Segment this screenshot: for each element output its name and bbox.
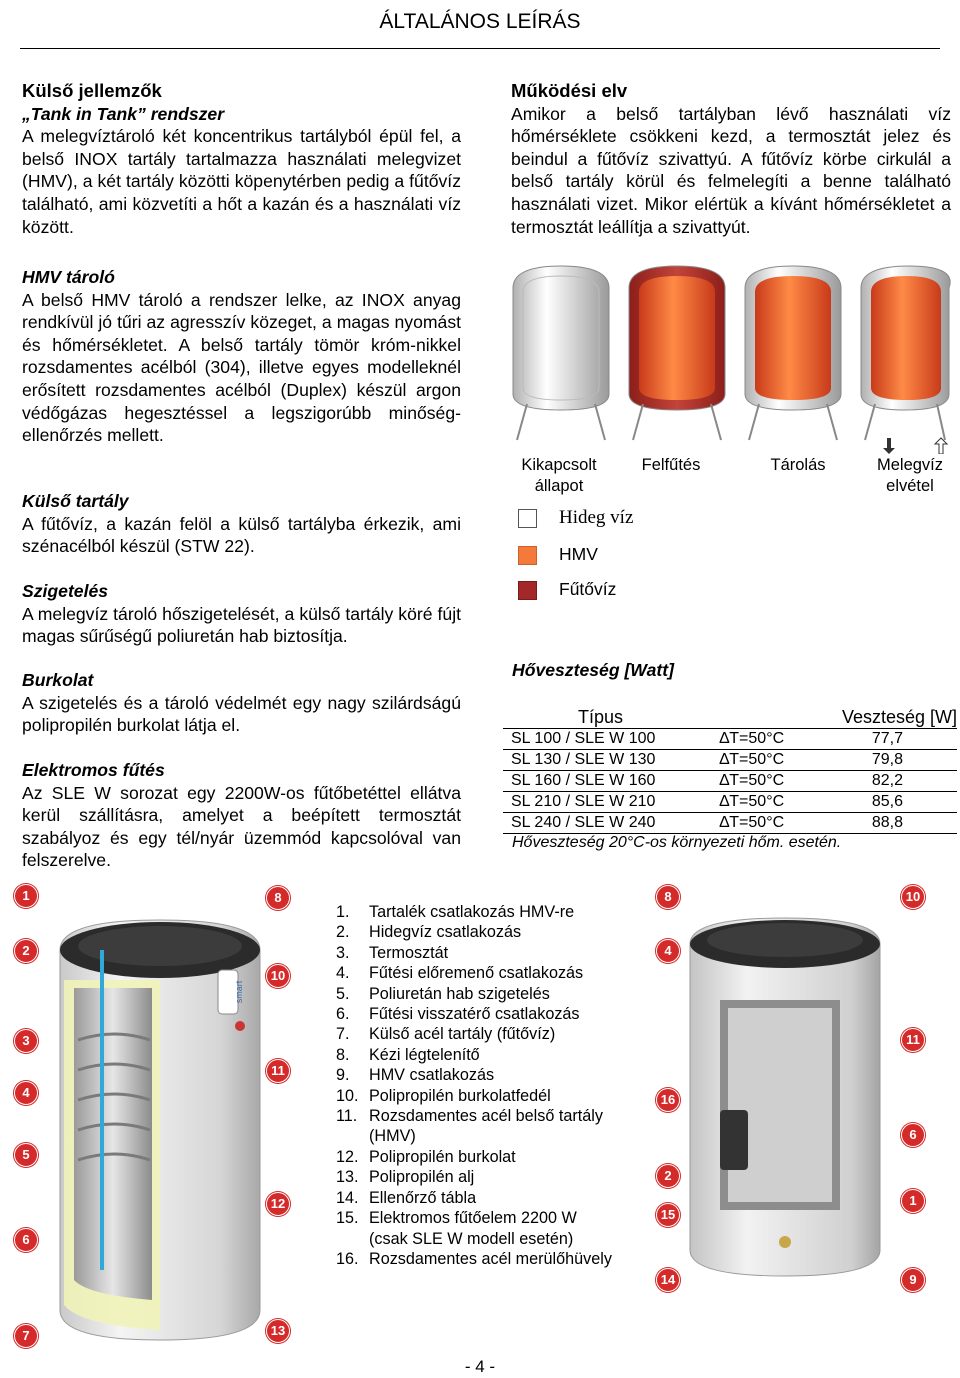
list-item-number: 6. <box>336 1005 350 1024</box>
list-item-number: 12. <box>336 1147 359 1166</box>
control-panel <box>720 1110 748 1170</box>
list-item-number: 10. <box>336 1086 359 1105</box>
arrow-up-icon <box>935 438 947 454</box>
part-badge: 8 <box>266 886 290 910</box>
list-item-label: Poliuretán hab szigetelés <box>369 984 550 1003</box>
tank-state-heating <box>629 266 725 440</box>
list-item <box>336 1024 612 1044</box>
list-item-label: Rozsdamentes acél merülőhüvely <box>369 1249 612 1268</box>
list-item-label: Polipropilén burkolat <box>369 1147 516 1166</box>
list-item <box>336 1147 612 1167</box>
list-item <box>336 1126 612 1146</box>
table-row <box>503 792 957 813</box>
tank-state-draw <box>861 266 950 454</box>
heading-kulso-jellemzok: Külső jellemzők <box>22 80 162 101</box>
part-badge: 10 <box>266 964 290 988</box>
list-item-label: Termosztát <box>369 943 449 962</box>
part-badge: 1 <box>901 1189 925 1213</box>
part-badge: 5 <box>14 1143 38 1167</box>
cell-type: SL 210 / SLE W 210 <box>503 792 699 813</box>
list-item-number: 14. <box>336 1188 359 1207</box>
part-badge: 3 <box>14 1029 38 1053</box>
state-label-storage: Tárolás <box>770 456 826 474</box>
list-item <box>336 943 612 963</box>
list-item <box>336 1106 612 1126</box>
list-item-label: Elektromos fűtőelem 2200 W <box>369 1209 577 1228</box>
list-item <box>336 1065 612 1085</box>
cell-delta: ∆T=50°C <box>699 771 808 792</box>
text-mukodesi-elv: Amikor a belső tartályban lévő használati víz hőmérséklete csökkeni kezd, a termosztát jelez és beindul a fűtővíz szivattyú. A fűtővíz körbe cirkulál a belső tartály körül és felmelegíti a benne található használati vizet. Mikor elértük a kívánt hőmérsékletet a termosztát leállítja a szivattyút. <box>511 103 951 237</box>
list-item <box>336 1249 612 1269</box>
cell-type: SL 160 / SLE W 160 <box>503 771 699 792</box>
text-hmv-tarolo: A belső HMV tároló a rendszer lelke, az INOX anyag rendkívül jó tűri az agresszív közeget, a magas nyomást és hőmérsékletet. A belső tartály tömör króm-nikkel rozsdamentes acélból (304), illetve egyes modelleknél erősített rozsdamentes acélból (Duplex) készül argon védőgázas hegesztéssel a legszigorúbb minőség-ellenőrzés mellett. <box>22 289 461 446</box>
tank-state-off <box>513 266 609 440</box>
column-header-loss: Veszteség [W] <box>841 706 957 727</box>
list-item-number: 2. <box>336 923 350 942</box>
text-elektromos-futes: Az SLE W sorozat egy 2200W-os fűtőbetéttel ellátva kerül szállításra, amelyet a beépített termosztát szabályoz és egy tél/nyár üzemmód kapcsolóval van felszerelve. <box>22 782 461 871</box>
list-item-number: 5. <box>336 984 350 1003</box>
list-item-label: Rozsdamentes acél belső tartály <box>369 1107 603 1126</box>
column-header-type: Típus <box>578 706 624 727</box>
list-item <box>336 1188 612 1208</box>
legend-label-hmv: HMV <box>559 544 598 564</box>
part-badge: 2 <box>656 1164 680 1188</box>
cell-loss: 85,6 <box>809 792 957 813</box>
legend-swatch-heating <box>518 581 537 600</box>
left-column-hmv <box>22 266 461 447</box>
list-item <box>336 1045 612 1065</box>
left-column-burkolat <box>22 669 461 737</box>
page-number: - 4 - <box>464 1357 496 1376</box>
list-item-number: 15. <box>336 1209 359 1228</box>
state-label-off: Kikapcsolt állapot <box>521 456 597 495</box>
list-item-label: Polipropilén burkolatfedél <box>369 1086 551 1105</box>
list-item-number: 7. <box>336 1025 350 1044</box>
list-item-label: (HMV) <box>369 1127 416 1146</box>
cell-loss: 77,7 <box>809 729 957 750</box>
text-szigeteles: A melegvíz tároló hőszigetelését, a külső tartály köré fújt magas sűrűségű poliuretán hab biztosítja. <box>22 603 461 647</box>
list-item-number: 11. <box>336 1107 358 1126</box>
part-badge: 2 <box>14 939 38 963</box>
list-item-label: Fűtési előremenő csatlakozás <box>369 964 584 983</box>
tank-cutaway-right <box>680 910 890 1290</box>
list-item <box>336 1229 612 1249</box>
part-badge: 16 <box>656 1088 680 1112</box>
heading-hmv-tarolo: HMV tároló <box>22 267 115 287</box>
right-column <box>511 80 951 238</box>
tank-state-storage <box>745 266 841 440</box>
legend-label-heating: Fűtővíz <box>559 579 617 599</box>
drain-valve-icon <box>779 1236 791 1248</box>
part-badge: 4 <box>656 939 680 963</box>
cell-loss: 79,8 <box>809 750 957 771</box>
list-item-label: Fűtési visszatérő csatlakozás <box>369 1005 580 1024</box>
part-badge: 9 <box>901 1268 925 1292</box>
table-row <box>503 813 957 834</box>
cell-type: SL 240 / SLE W 240 <box>503 813 699 834</box>
column-header-delta <box>699 706 808 729</box>
list-item-label: Külső acél tartály (fűtővíz) <box>369 1025 556 1044</box>
list-item <box>336 1004 612 1024</box>
part-badge: 15 <box>656 1203 680 1227</box>
tank-cutaway-left <box>40 910 290 1350</box>
heat-loss-note: Hőveszteség 20°C-os környezeti hőm. esetén. <box>512 834 842 851</box>
list-item-number: 9. <box>336 1066 350 1085</box>
page-title: ÁLTALÁNOS LEÍRÁS <box>379 10 581 33</box>
list-item-label: Tartalék csatlakozás HMV-re <box>369 903 575 921</box>
list-item-label: Ellenőrző tábla <box>369 1188 477 1207</box>
cell-loss: 88,8 <box>809 813 957 834</box>
list-item-number: 1. <box>336 903 350 921</box>
part-badge: 12 <box>266 1192 290 1216</box>
heading-elektromos-futes: Elektromos fűtés <box>22 760 165 780</box>
brand-logo-text: smart <box>234 980 244 1004</box>
left-column-szigeteles <box>22 580 461 648</box>
table-row <box>503 771 957 792</box>
list-item-number: 13. <box>336 1168 359 1187</box>
list-item-number: 16. <box>336 1249 359 1268</box>
list-item-number: 4. <box>336 964 350 983</box>
title-rule <box>20 48 940 49</box>
subheading-tank-in-tank: „Tank in Tank” rendszer <box>22 103 225 124</box>
text-kulso-jellemzok: A melegvíztároló két koncentrikus tartályból épül fel, a belső INOX tartály tartalmazza használati melegvizet (HMV), a két tartály közötti köpenytérben pedig a fűtővíz található, ami közvetíti a hőt a kazán és a használati víz között. <box>22 126 461 237</box>
part-badge: 14 <box>656 1268 680 1292</box>
part-badge: 4 <box>14 1081 38 1105</box>
heading-szigeteles: Szigetelés <box>22 581 109 601</box>
part-badge: 11 <box>901 1028 925 1052</box>
cell-type: SL 100 / SLE W 100 <box>503 729 699 750</box>
list-item <box>336 922 612 942</box>
list-item-label: Hidegvíz csatlakozás <box>369 923 522 942</box>
part-badge: 7 <box>14 1324 38 1348</box>
parts-list <box>336 902 612 1269</box>
heat-loss-table <box>503 706 957 834</box>
text-burkolat: A szigetelés és a tároló védelmét egy nagy szilárdságú polipropilén burkolat látja el. <box>22 692 461 736</box>
state-label-draw: Melegvíz elvétel <box>876 456 944 495</box>
part-badge: 8 <box>656 885 680 909</box>
cell-delta: ∆T=50°C <box>699 813 808 834</box>
table-row <box>503 750 957 771</box>
part-badge: 6 <box>14 1228 38 1252</box>
list-item <box>336 1208 612 1228</box>
part-badge: 1 <box>14 884 38 908</box>
cell-delta: ∆T=50°C <box>699 750 808 771</box>
left-column-kulso-tartaly <box>22 490 461 558</box>
heading-burkolat: Burkolat <box>22 670 94 690</box>
tank-states-diagram <box>505 264 955 454</box>
list-item-label: Kézi légtelenítő <box>369 1045 480 1064</box>
state-label-heating: Felfűtés <box>641 456 701 474</box>
part-badge: 13 <box>266 1319 290 1343</box>
list-item <box>336 902 612 922</box>
text-kulso-tartaly: A fűtővíz, a kazán felöl a külső tartályba érkezik, ami szénacélból készül (STW 22). <box>22 513 461 557</box>
cell-loss: 82,2 <box>809 771 957 792</box>
list-item-number: 8. <box>336 1045 350 1064</box>
list-item <box>336 984 612 1004</box>
legend-swatch-cold <box>518 509 537 528</box>
list-item-label: Polipropilén alj <box>369 1168 475 1187</box>
heading-mukodesi-elv: Működési elv <box>511 80 628 101</box>
legend-label-cold: Hideg víz <box>559 507 634 528</box>
cell-type: SL 130 / SLE W 130 <box>503 750 699 771</box>
cell-delta: ∆T=50°C <box>699 729 808 750</box>
list-item <box>336 963 612 983</box>
table-header-row <box>503 706 957 729</box>
cell-delta: ∆T=50°C <box>699 792 808 813</box>
table-row <box>503 729 957 750</box>
left-column-elektromos <box>22 759 461 872</box>
left-column <box>22 80 461 238</box>
arrow-down-icon <box>883 438 895 454</box>
heading-heat-loss: Hőveszteség [Watt] <box>512 660 674 680</box>
heading-kulso-tartaly: Külső tartály <box>22 491 129 511</box>
list-item <box>336 1167 612 1187</box>
part-badge: 10 <box>901 885 925 909</box>
list-item-label: HMV csatlakozás <box>369 1066 495 1085</box>
legend-swatch-hmv <box>518 546 537 565</box>
thermometer-icon <box>235 1021 245 1031</box>
part-badge: 11 <box>266 1059 290 1083</box>
list-item-label: (csak SLE W modell esetén) <box>369 1229 574 1248</box>
part-badge: 6 <box>901 1123 925 1147</box>
list-item <box>336 1086 612 1106</box>
list-item-number: 3. <box>336 943 350 962</box>
